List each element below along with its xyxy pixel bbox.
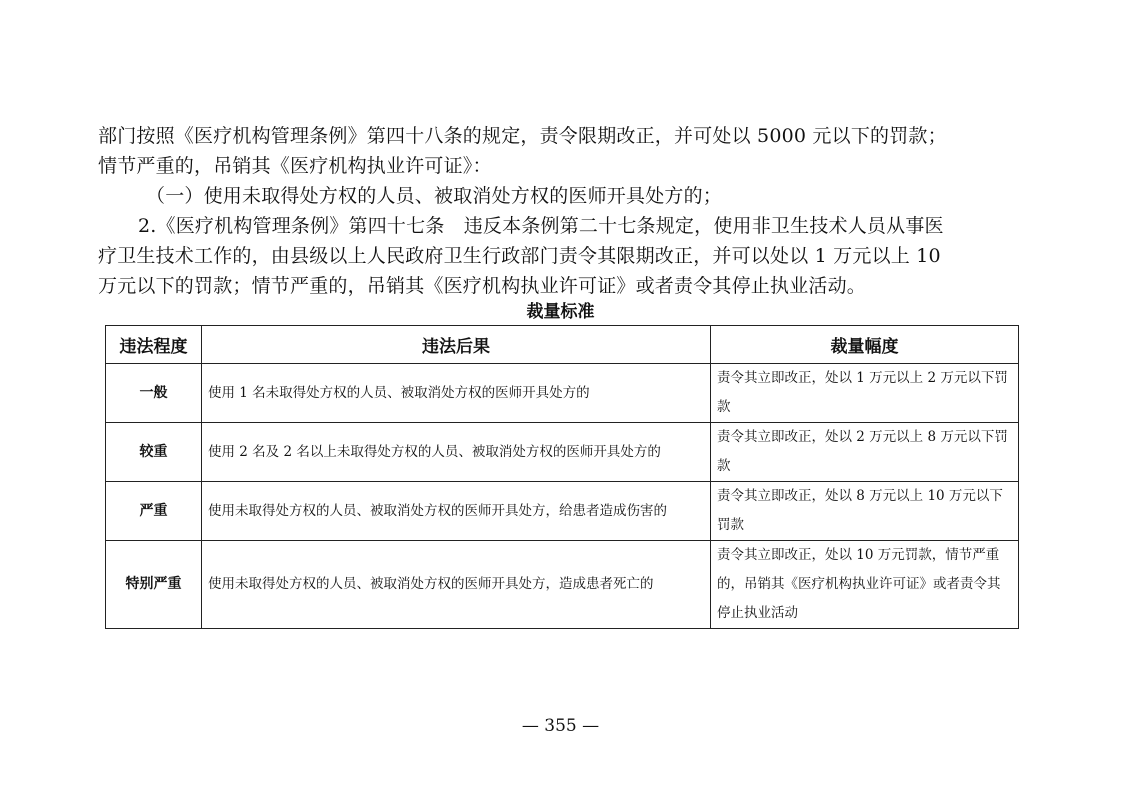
body-line: 情节严重的，吊销其《医疗机构执业许可证》： [98,155,492,177]
header-penalty-range: 裁量幅度 [711,326,1019,364]
penalty-range: 责令其立即改正，处以 2 万元以上 8 万元以下罚款 [711,423,1019,482]
body-line: 万元以下的罚款；情节严重的，吊销其《医疗机构执业许可证》或者责令其停止执业活动。 [98,275,867,297]
violation-level: 特别严重 [106,541,202,629]
table-row [106,482,1019,541]
penalty-table [105,325,1019,629]
table-row [106,364,1019,423]
body-line: 部门按照《医疗机构管理条例》第四十八条的规定，责令限期改正，并可处以 5000 元以下的罚款； [98,125,947,147]
table-row [106,423,1019,482]
violation-consequence: 使用未取得处方权的人员、被取消处方权的医师开具处方，造成患者死亡的 [202,541,711,629]
penalty-range: 责令其立即改正，处以 8 万元以上 10 万元以下罚款 [711,482,1019,541]
penalty-range: 责令其立即改正，处以 1 万元以上 2 万元以下罚款 [711,364,1019,423]
violation-level: 较重 [106,423,202,482]
violation-consequence: 使用 2 名及 2 名以上未取得处方权的人员、被取消处方权的医师开具处方的 [202,423,711,482]
page-number: — 355 — [521,716,600,736]
header-violation-degree: 违法程度 [106,326,202,364]
violation-level: 严重 [106,482,202,541]
table-caption: 裁量标准 [526,302,595,322]
table-header-row [106,326,1019,364]
body-paragraph [98,121,1033,301]
table-row [106,541,1019,629]
body-line: 疗卫生技术工作的，由县级以上人民政府卫生行政部门责令其限期改正，并可以处以 1 万元以上 10 [98,245,941,267]
header-violation-consequence: 违法后果 [202,326,711,364]
penalty-range: 责令其立即改正，处以 10 万元罚款，情节严重的，吊销其《医疗机构执业许可证》或者责令其停止执业活动 [711,541,1019,629]
violation-consequence: 使用 1 名未取得处方权的人员、被取消处方权的医师开具处方的 [202,364,711,423]
body-line-clause: 2.《医疗机构管理条例》第四十七条 违反本条例第二十七条规定，使用非卫生技术人员从事医 [138,215,944,237]
violation-consequence: 使用未取得处方权的人员、被取消处方权的医师开具处方，给患者造成伤害的 [202,482,711,541]
body-line-item: （一）使用未取得处方权的人员、被取消处方权的医师开具处方的； [146,185,723,207]
violation-level: 一般 [106,364,202,423]
